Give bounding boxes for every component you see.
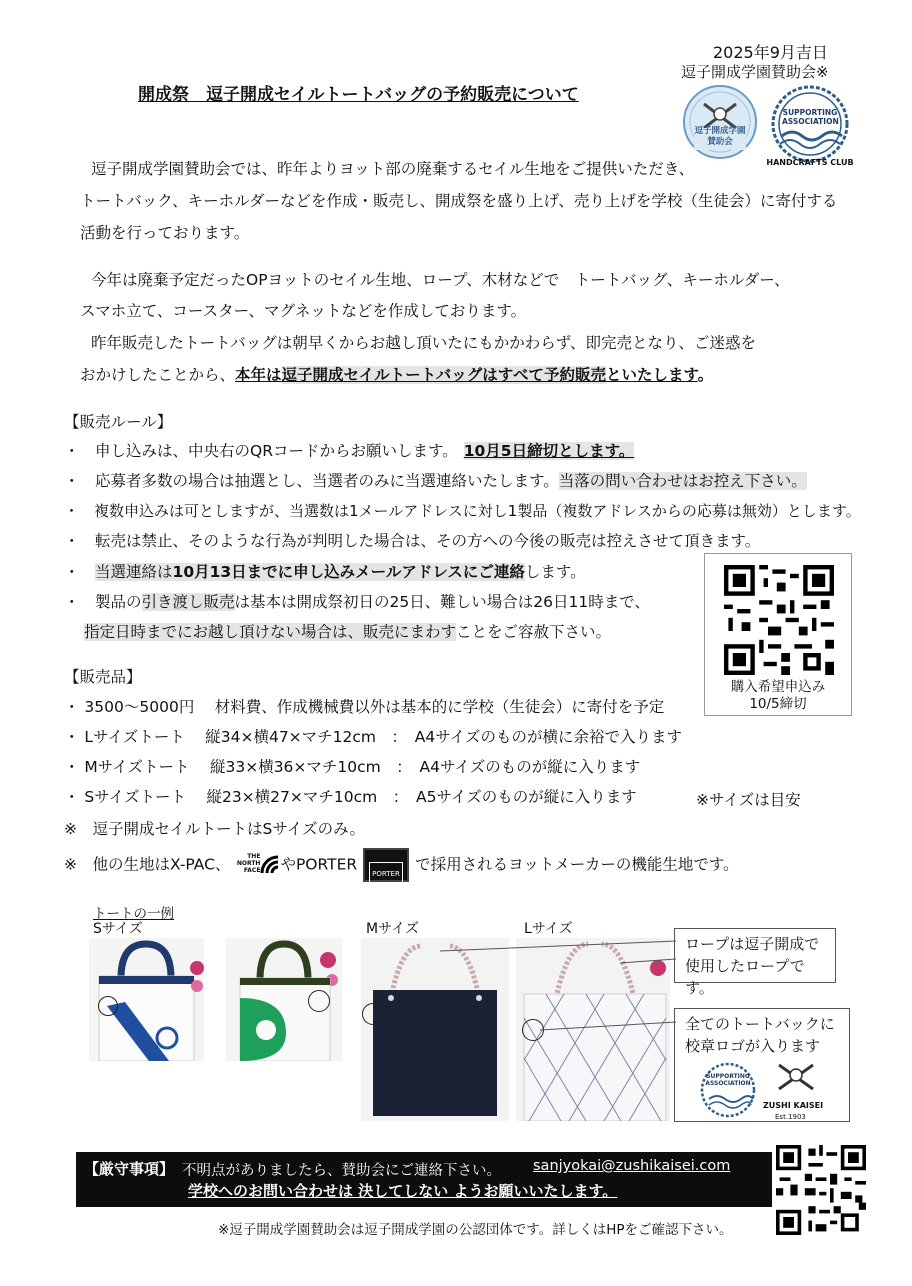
rule-3: ・ 複数申込みは可としますが、当選数は1メールアドレスに対し1製品（複数アドレスからの応募は無効）とします。 xyxy=(64,502,861,520)
gallery-heading: トートの一例 xyxy=(93,906,174,922)
notice-bar xyxy=(76,1152,772,1207)
product-note-2 xyxy=(64,848,739,882)
porter-logo xyxy=(363,848,409,882)
rule-5-part-b: 当選連絡は xyxy=(95,563,173,581)
rule-6 xyxy=(64,591,650,613)
notice-text: 不明点がありましたら、賛助会にご連絡下さい。 xyxy=(182,1163,501,1179)
school-crest-est: Est.1903 xyxy=(775,1113,806,1121)
rule-5-highlight: 10月13日までに申し込みメールアドレスにご連絡 xyxy=(172,563,525,581)
rule-5-bullet: ・ xyxy=(64,563,96,581)
products-heading: 【販売品】 xyxy=(64,668,142,686)
organization-name: 逗子開成学園賛助会※ xyxy=(681,63,829,81)
school-crest-name: ZUSHI KAISEI xyxy=(763,1101,824,1110)
notice-label: 【厳守事項】 xyxy=(84,1160,175,1178)
porter-logo-text: PORTER xyxy=(369,862,403,886)
rule-4: ・ 転売は禁止、そのような行為が判明した場合は、その方への今後の販売は控えさせて頂きます。 xyxy=(64,532,761,550)
rope-callout-line2: 使用したロープです。 xyxy=(685,957,805,997)
rule-6-part-a: ・ 製品の xyxy=(64,593,142,611)
rule-6-line2 xyxy=(84,621,611,643)
sanjokai-logo-text: 逗子開成学園 賛助会 xyxy=(694,126,746,147)
handcrafts-club-text: HANDCRAFTS CLUB xyxy=(766,158,854,167)
logo-callout-line1: 全てのトートバックに xyxy=(685,1015,835,1033)
supporting-association-logo xyxy=(766,84,854,174)
rule-1-text: ・ 申し込みは、中央右のQRコードからお願いします。 xyxy=(64,442,458,460)
size-note: ※サイズは目安 xyxy=(696,791,801,809)
association-emblem-text: SUPPORTING ASSOCIATION xyxy=(705,1073,751,1087)
intro-p3-part-e: 。 xyxy=(697,366,714,384)
contact-email-link[interactable]: sanjyokai@zushikaisei.com xyxy=(533,1158,731,1174)
s-tote-logo-marker-2 xyxy=(308,990,330,1012)
intro-p3-highlight: 逗子開成セイルトートバッグはすべて予約販売 xyxy=(281,366,606,384)
rule-6-highlight: 引き渡し販売 xyxy=(141,593,235,611)
intro-p3-part-a: おかけしたことから、 xyxy=(80,366,236,384)
intro-p1-line1: 逗子開成学園賛助会では、昨年よりヨット部の廃棄するセイル生地をご提供いただき、 xyxy=(91,160,695,178)
product-s-size: ・ Sサイズトート 縦23×横27×マチ10cm ： A5サイズのものが縦に入ります xyxy=(64,788,637,806)
intro-p3-line2 xyxy=(80,364,713,386)
intro-p3-part-b: 本年は xyxy=(235,366,282,384)
footer-note: ※逗子開成学園賛助会は逗子開成学園の公認団体です。詳しくはHPをご確認下さい。 xyxy=(218,1222,733,1238)
product-price: ・ 3500～5000円 材料費、作成機械費以外は基本的に学校（生徒会）に寄付を予定 xyxy=(64,698,665,716)
supporting-association-text: SUPPORTING ASSOCIATION xyxy=(782,108,839,126)
gallery-m-label: Mサイズ xyxy=(366,921,419,937)
tnf-logo-text: THE NORTH FACE xyxy=(236,853,261,874)
order-qr-box[interactable] xyxy=(704,553,852,716)
rule-6-line2-rest: ことをご容赦下さい。 xyxy=(456,623,612,641)
rule-2-text: ・ 応募者多数の場合は抽選とし、当選者のみに当選連絡いたします。 xyxy=(64,472,559,490)
m-tote-logo-marker xyxy=(362,1003,384,1025)
notice-warning: 学校へのお問い合わせは 決してしない ようお願いいたします。 xyxy=(188,1182,618,1200)
page-title: 開成祭 逗子開成セイルトートバッグの予約販売について xyxy=(138,85,579,105)
tnf-logo xyxy=(230,853,280,877)
rule-1-deadline: 10月5日締切とします。 xyxy=(463,442,635,460)
rope-callout-pointer xyxy=(440,935,680,975)
gallery-s-label: Sサイズ xyxy=(93,921,143,937)
intro-p2-line1: 今年は廃棄予定だったOPヨットのセイル生地、ロープ、木材などで トートバッグ、キーホルダー、 xyxy=(91,271,790,289)
intro-p3-part-d: といたします xyxy=(605,366,698,384)
gallery-l-label: Lサイズ xyxy=(524,921,573,937)
logo-callout xyxy=(674,1008,850,1122)
rope-callout xyxy=(674,928,836,997)
rule-5 xyxy=(64,561,586,583)
product-l-size: ・ Lサイズトート 縦34×横47×マチ12cm ： A4サイズのものが横に余裕で入ります xyxy=(64,728,682,746)
qr-caption-line2: 10/5締切 xyxy=(749,696,807,712)
school-crest-icon xyxy=(771,1059,821,1095)
note2-part-a: ※ 他の生地はX-PAC、 xyxy=(64,855,231,874)
intro-p1-line3: 活動を行っております。 xyxy=(80,224,250,242)
qr-caption-line1: 購入希望申込み xyxy=(730,679,826,695)
intro-p2-line2: スマホ立て、コースター、マグネットなどを作成しております。 xyxy=(80,302,527,320)
s-tote-logo-marker-1 xyxy=(98,996,118,1016)
rule-5-part-d: します。 xyxy=(524,563,586,581)
note2-part-b: やPORTER xyxy=(280,855,358,874)
intro-p3-line1: 昨年販売したトートバッグは朝早くからお越し頂いたにもかかわらず、即完売となり、ご迷惑を xyxy=(91,334,756,352)
association-emblem-icon xyxy=(699,1061,757,1119)
issue-date: 2025年9月吉日 xyxy=(713,43,828,62)
logo-callout-pointer xyxy=(540,1018,680,1038)
rule-6-line2-highlight: 指定日時までにお越し頂けない場合は、販売にまわす xyxy=(84,623,457,641)
logo-callout-line2: 校章ロゴが入ります xyxy=(685,1037,821,1055)
rule-6-part-c: は基本は開成祭初日の25日、難しい場合は26日11時まで、 xyxy=(234,593,650,611)
rope-callout-line1: ロープは逗子開成で xyxy=(685,935,820,953)
rule-1 xyxy=(64,440,634,462)
intro-p1-line2: トートバック、キーホルダーなどを作成・販売し、開成祭を盛り上げ、売り上げを学校（生徒会）に寄付する xyxy=(80,192,838,210)
rule-2-highlight: 当落の問い合わせはお控え下さい。 xyxy=(558,472,807,490)
rule-2 xyxy=(64,470,807,492)
rules-heading: 【販売ルール】 xyxy=(64,413,173,431)
product-m-size: ・ Mサイズトート 縦33×横36×マチ10cm ： A4サイズのものが縦に入ります xyxy=(64,758,641,776)
note2-part-c: で採用されるヨットメーカーの機能生地です。 xyxy=(415,855,739,874)
order-qr-code[interactable] xyxy=(724,565,834,675)
website-qr-code[interactable] xyxy=(776,1145,866,1235)
product-note-1: ※ 逗子開成セイルトートはSサイズのみ。 xyxy=(64,820,366,838)
sanjokai-logo xyxy=(682,84,758,160)
